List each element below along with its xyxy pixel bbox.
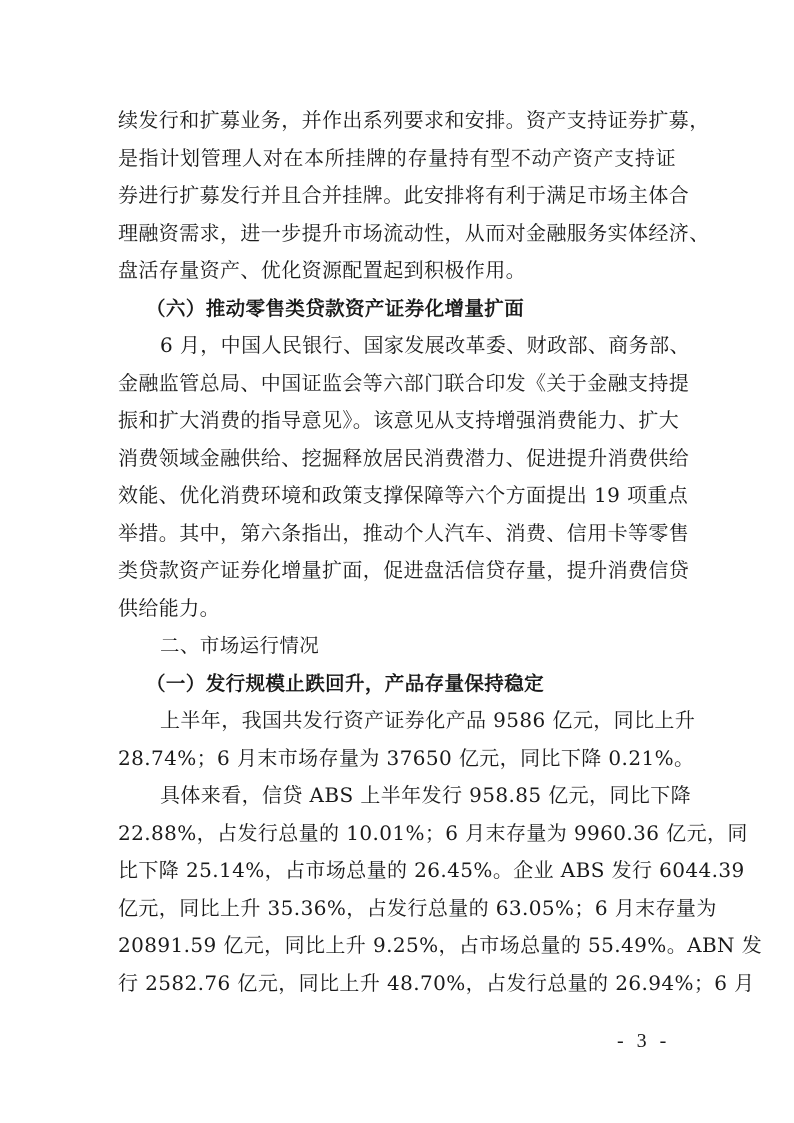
paragraph-line: 行 2582.76 亿元，同比上升 48.70%，占发行总量的 26.94%；6 月 [118, 970, 755, 995]
paragraph-line: 6 月，中国人民银行、国家发展改革委、财政部、商务部、 [160, 333, 690, 357]
paragraph-line: 22.88%，占发行总量的 10.01%；6 月末存量为 9960.36 亿元，同 [118, 820, 748, 845]
paragraph-line: 理融资需求，进一步提升市场流动性，从而对金融服务实体经济、 [118, 220, 710, 245]
paragraph-line: 20891.59 亿元，同比上升 9.25%，占市场总量的 55.49%。ABN 发 [118, 933, 763, 957]
paragraph-line: 振和扩大消费的指导意见》。该意见从支持增强消费能力、扩大 [118, 408, 680, 432]
paragraph-line: 具体来看，信贷 ABS 上半年发行 958.85 亿元，同比下降 [160, 783, 692, 807]
paragraph-line: 28.74%；6 月末市场存量为 37650 亿元，同比下降 0.21%。 [118, 745, 695, 770]
paragraph-line: 供给能力。 [118, 595, 220, 620]
page-number: - 3 - [617, 1030, 671, 1052]
paragraph-line: 举措。其中，第六条指出，推动个人汽车、消费、信用卡等零售 [118, 520, 690, 545]
paragraph-line: 效能、优化消费环境和政策支撑保障等六个方面提出 19 项重点 [118, 483, 689, 507]
paragraph-line: 上半年，我国共发行资产证券化产品 9586 亿元，同比上升 [160, 708, 696, 732]
paragraph-line: 消费领域金融供给、挖掘释放居民消费潜力、促进提升消费供给 [118, 445, 690, 470]
paragraph-line: 类贷款资产证券化增量扩面，促进盘活信贷存量，提升消费信贷 [118, 558, 690, 582]
paragraph-line: 券进行扩募发行并且合并挂牌。此安排将有利于满足市场主体合 [118, 183, 690, 207]
paragraph-line: 是指计划管理人对在本所挂牌的存量持有型不动产资产支持证 [118, 145, 676, 170]
document-page [118, 102, 763, 1002]
paragraph-line: 续发行和扩募业务，并作出系列要求和安排。资产支持证券扩募， [118, 108, 710, 132]
section-heading-2: 二、市场运行情况 [160, 634, 320, 657]
paragraph-line: 亿元，同比上升 35.36%，占发行总量的 63.05%；6 月末存量为 [118, 895, 717, 920]
paragraph-line: 比下降 25.14%，占市场总量的 26.45%。企业 ABS 发行 6044.39 [118, 858, 745, 882]
subsection-heading-1: （一）发行规模止跌回升，产品存量保持稳定 [146, 671, 545, 695]
subsection-heading-6: （六）推动零售类贷款资产证券化增量扩面 [146, 296, 525, 320]
paragraph-line: 金融监管总局、中国证监会等六部门联合印发《关于金融支持提 [118, 370, 690, 395]
paragraph-line: 盘活存量资产、优化资源配置起到积极作用。 [118, 258, 526, 282]
